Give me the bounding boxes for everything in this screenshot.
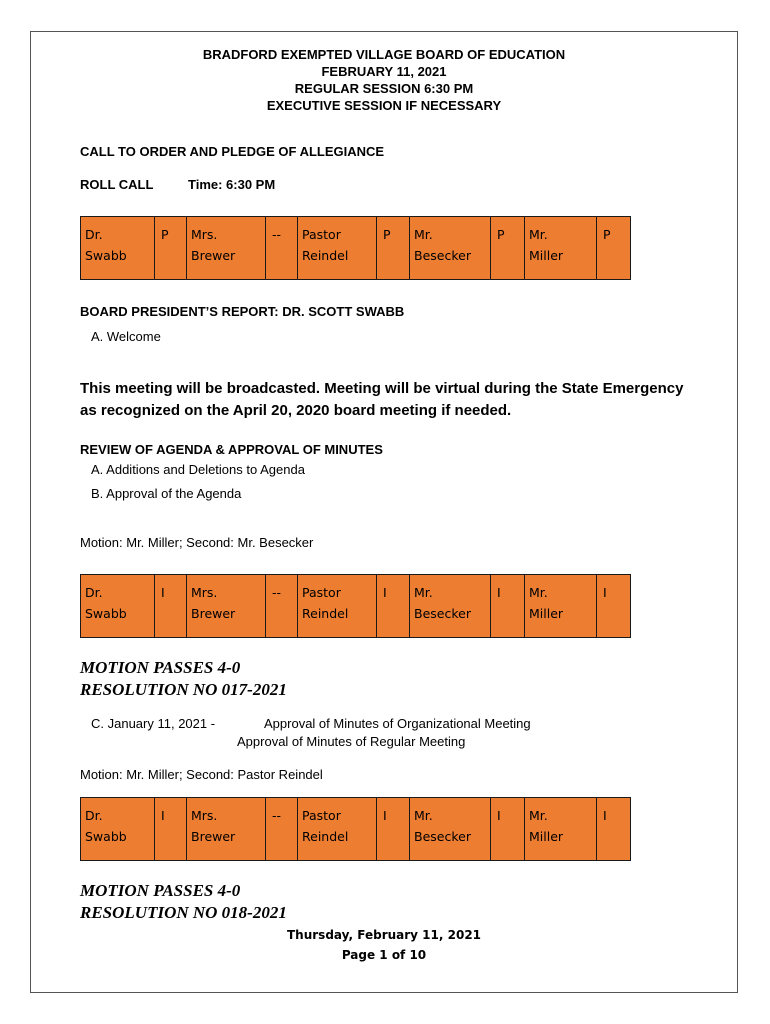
- vote-cell: --: [266, 798, 298, 861]
- review-heading: REVIEW OF AGENDA & APPROVAL OF MINUTES: [80, 442, 383, 457]
- member-cell: Mrs. Brewer: [187, 217, 266, 280]
- member-cell: Mr. Besecker: [410, 217, 491, 280]
- vote-cell: P: [597, 217, 631, 280]
- member-cell: Mr. Besecker: [410, 575, 491, 638]
- header-date: FEBRUARY 11, 2021: [321, 64, 447, 79]
- motion1-result: [80, 657, 287, 701]
- motion2-passes: MOTION PASSES 4-0: [80, 881, 241, 900]
- motion2-vote-table: [80, 797, 631, 861]
- header-executive: EXECUTIVE SESSION IF NECESSARY: [266, 98, 502, 113]
- broadcast-notice-line2: as recognized on the April 20, 2020 board meeting if needed.: [80, 402, 512, 419]
- member-cell: Dr. Swabb: [81, 217, 155, 280]
- member-cell: Pastor Reindel: [298, 575, 377, 638]
- item-c-line2: Approval of Minutes of Regular Meeting: [237, 734, 466, 749]
- president-report-heading: BOARD PRESIDENT’S REPORT: DR. SCOTT SWABB: [80, 304, 405, 319]
- member-cell: Mr. Miller: [525, 575, 597, 638]
- motion1-passes: MOTION PASSES 4-0: [80, 658, 241, 677]
- vote-cell: I: [491, 575, 525, 638]
- member-cell: Mrs. Brewer: [187, 798, 266, 861]
- broadcast-notice-line1: This meeting will be broadcasted. Meeting will be virtual during the State Emergency: [80, 380, 684, 397]
- vote-cell: --: [266, 575, 298, 638]
- item-c-line1: Approval of Minutes of Organizational Meeting: [264, 716, 531, 731]
- header-session: REGULAR SESSION 6:30 PM: [294, 81, 474, 96]
- member-cell: Dr. Swabb: [81, 798, 155, 861]
- review-item-b: B. Approval of the Agenda: [91, 486, 242, 501]
- page-footer: [30, 925, 738, 965]
- motion1-resolution: RESOLUTION NO 017-2021: [80, 680, 287, 699]
- vote-cell: I: [491, 798, 525, 861]
- vote-cell: P: [491, 217, 525, 280]
- motion2-resolution: RESOLUTION NO 018-2021: [80, 903, 287, 922]
- member-cell: Mr. Miller: [525, 798, 597, 861]
- motion1-vote-table: [80, 574, 631, 638]
- vote-cell: --: [266, 217, 298, 280]
- member-cell: Pastor Reindel: [298, 217, 377, 280]
- call-to-order-heading: CALL TO ORDER AND PLEDGE OF ALLEGIANCE: [80, 144, 385, 159]
- review-item-a: A. Additions and Deletions to Agenda: [91, 462, 305, 477]
- vote-cell: I: [155, 798, 187, 861]
- vote-cell: I: [597, 575, 631, 638]
- roll-call-time: Time: 6:30 PM: [188, 177, 276, 192]
- motion2-text: Motion: Mr. Miller; Second: Pastor Reindel: [80, 767, 323, 782]
- item-c-date: C. January 11, 2021 -: [91, 716, 216, 731]
- footer-page-number: Page 1 of 10: [341, 948, 427, 962]
- vote-cell: I: [155, 575, 187, 638]
- vote-cell: I: [377, 575, 410, 638]
- president-report-item-a: A. Welcome: [91, 329, 161, 344]
- member-cell: Pastor Reindel: [298, 798, 377, 861]
- motion1-text: Motion: Mr. Miller; Second: Mr. Besecker: [80, 535, 314, 550]
- vote-cell: P: [155, 217, 187, 280]
- vote-cell: I: [597, 798, 631, 861]
- member-cell: Mr. Miller: [525, 217, 597, 280]
- broadcast-notice: [80, 378, 683, 422]
- motion2-result: [80, 880, 287, 924]
- member-cell: Mrs. Brewer: [187, 575, 266, 638]
- roll-call-table: [80, 216, 631, 280]
- vote-cell: I: [377, 798, 410, 861]
- roll-call-label: ROLL CALL: [80, 177, 154, 192]
- footer-date: Thursday, February 11, 2021: [286, 928, 482, 942]
- document-header: [30, 46, 738, 114]
- member-cell: Mr. Besecker: [410, 798, 491, 861]
- header-board-name: BRADFORD EXEMPTED VILLAGE BOARD OF EDUCATION: [202, 47, 566, 62]
- vote-cell: P: [377, 217, 410, 280]
- member-cell: Dr. Swabb: [81, 575, 155, 638]
